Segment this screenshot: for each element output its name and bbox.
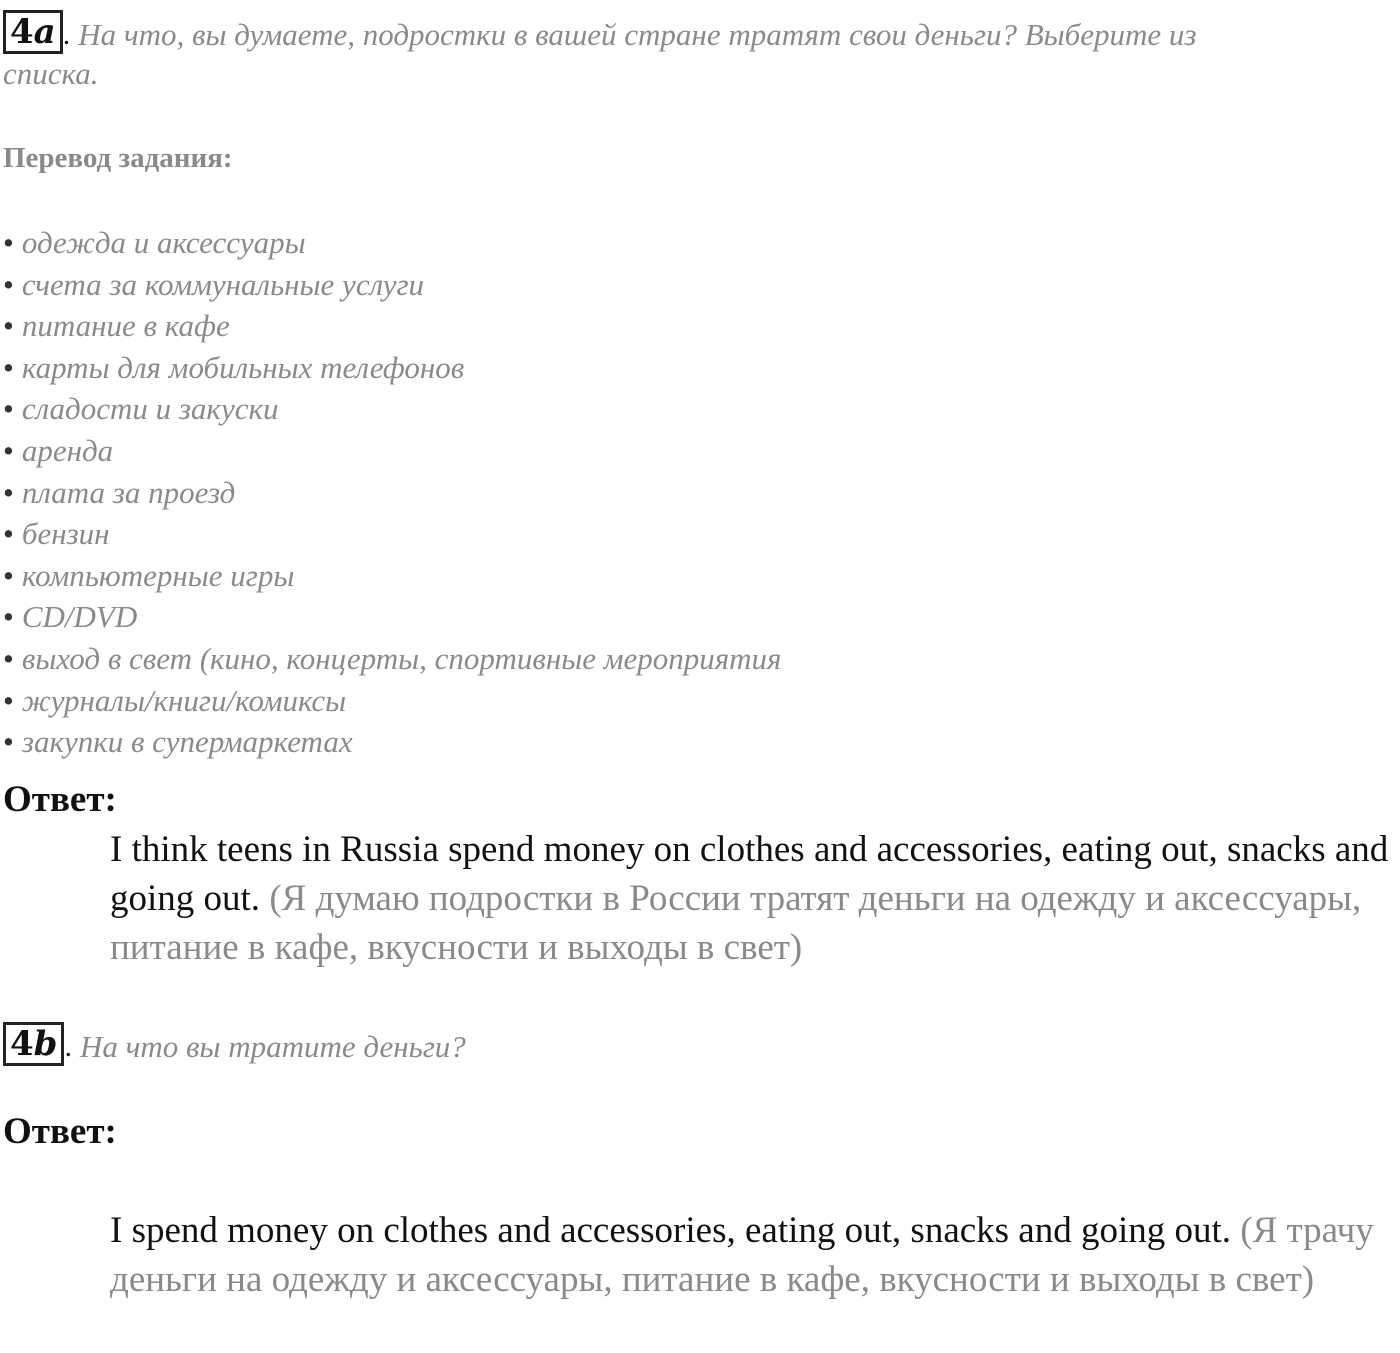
task-4b-number: 4 [10, 1024, 34, 1064]
list-item-text: сладости и закуски [21, 391, 279, 427]
task-4b-letter: b [33, 1024, 58, 1064]
task-4a-prompt-continuation: списка. [3, 56, 99, 91]
answer-4a-text [110, 825, 1395, 972]
list-item [3, 388, 781, 430]
list-item-text: плата за проезд [21, 474, 236, 510]
translation-label: Перевод задания: [3, 142, 233, 174]
answer-4a-russian: (Я думаю подростки в России тратят деньги на одежду и аксессуары, питание в кафе, вкусности и выходы в свет) [110, 878, 1362, 968]
task-4a-number: 4 [10, 12, 34, 52]
answer-4a-label: Ответ: [3, 779, 117, 820]
list-item [3, 721, 781, 763]
list-item-text: бензин [21, 516, 110, 552]
list-item-text: карты для мобильных телефонов [21, 349, 465, 385]
task-4a-number-box [3, 10, 63, 54]
list-item [3, 264, 781, 306]
task-4a-header [3, 10, 1197, 54]
list-item [3, 472, 781, 514]
list-item [3, 513, 781, 555]
bullet-icon: • [3, 516, 14, 552]
bullet-icon: • [3, 724, 14, 760]
list-item [3, 638, 781, 680]
task-4a-dot: . [62, 18, 71, 51]
list-item [3, 347, 781, 389]
task-4b-number-box [3, 1022, 64, 1066]
bullet-icon: • [3, 225, 14, 260]
spending-options-list [3, 222, 781, 763]
list-item-text: счета за коммунальные услуги [21, 266, 425, 302]
bullet-icon: • [3, 682, 14, 718]
task-4b-header [3, 1022, 466, 1066]
list-item [3, 555, 781, 597]
bullet-icon: • [3, 391, 14, 427]
list-item [3, 305, 781, 347]
bullet-icon: • [3, 599, 14, 635]
list-item [3, 430, 781, 472]
list-item-text: CD/DVD [21, 599, 138, 635]
list-item-text: журналы/книги/комиксы [21, 682, 347, 718]
list-item-text: одежда и аксессуары [21, 225, 306, 260]
task-4a-letter: a [33, 12, 56, 52]
list-item-text: выход в свет (кино, концерты, спортивные мероприятия [21, 640, 782, 676]
list-item [3, 222, 781, 264]
list-item-text: компьютерные игры [21, 557, 295, 593]
task-4b-prompt: На что вы тратите деньги? [79, 1029, 466, 1064]
answer-4b-russian: (Я трачу деньги на одежду и аксессуары, питание в кафе, вкусности и выходы в свет) [110, 1210, 1374, 1300]
bullet-icon: • [3, 474, 14, 510]
list-item-text: аренда [21, 432, 114, 468]
bullet-icon: • [3, 557, 14, 593]
bullet-icon: • [3, 308, 14, 344]
list-item-text: питание в кафе [21, 308, 230, 344]
list-item [3, 680, 781, 722]
list-item-text: закупки в супермаркетах [21, 724, 353, 760]
bullet-icon: • [3, 432, 14, 468]
answer-4b-label: Ответ: [3, 1111, 117, 1152]
answer-4b-english: I spend money on clothes and accessories, eating out, snacks and going out. [110, 1210, 1232, 1251]
answer-4a-english: I think teens in Russia spend money on clothes and accessories, eating out, snacks and going out. [110, 829, 1389, 919]
bullet-icon: • [3, 349, 14, 385]
bullet-icon: • [3, 640, 14, 676]
list-item [3, 596, 781, 638]
task-4b-dot: . [64, 1030, 72, 1063]
bullet-icon: • [3, 266, 14, 302]
answer-4b-text [110, 1206, 1395, 1304]
task-4a-prompt: На что, вы думаете, подростки в вашей стране тратят свои деньги? Выберите из [78, 17, 1197, 52]
